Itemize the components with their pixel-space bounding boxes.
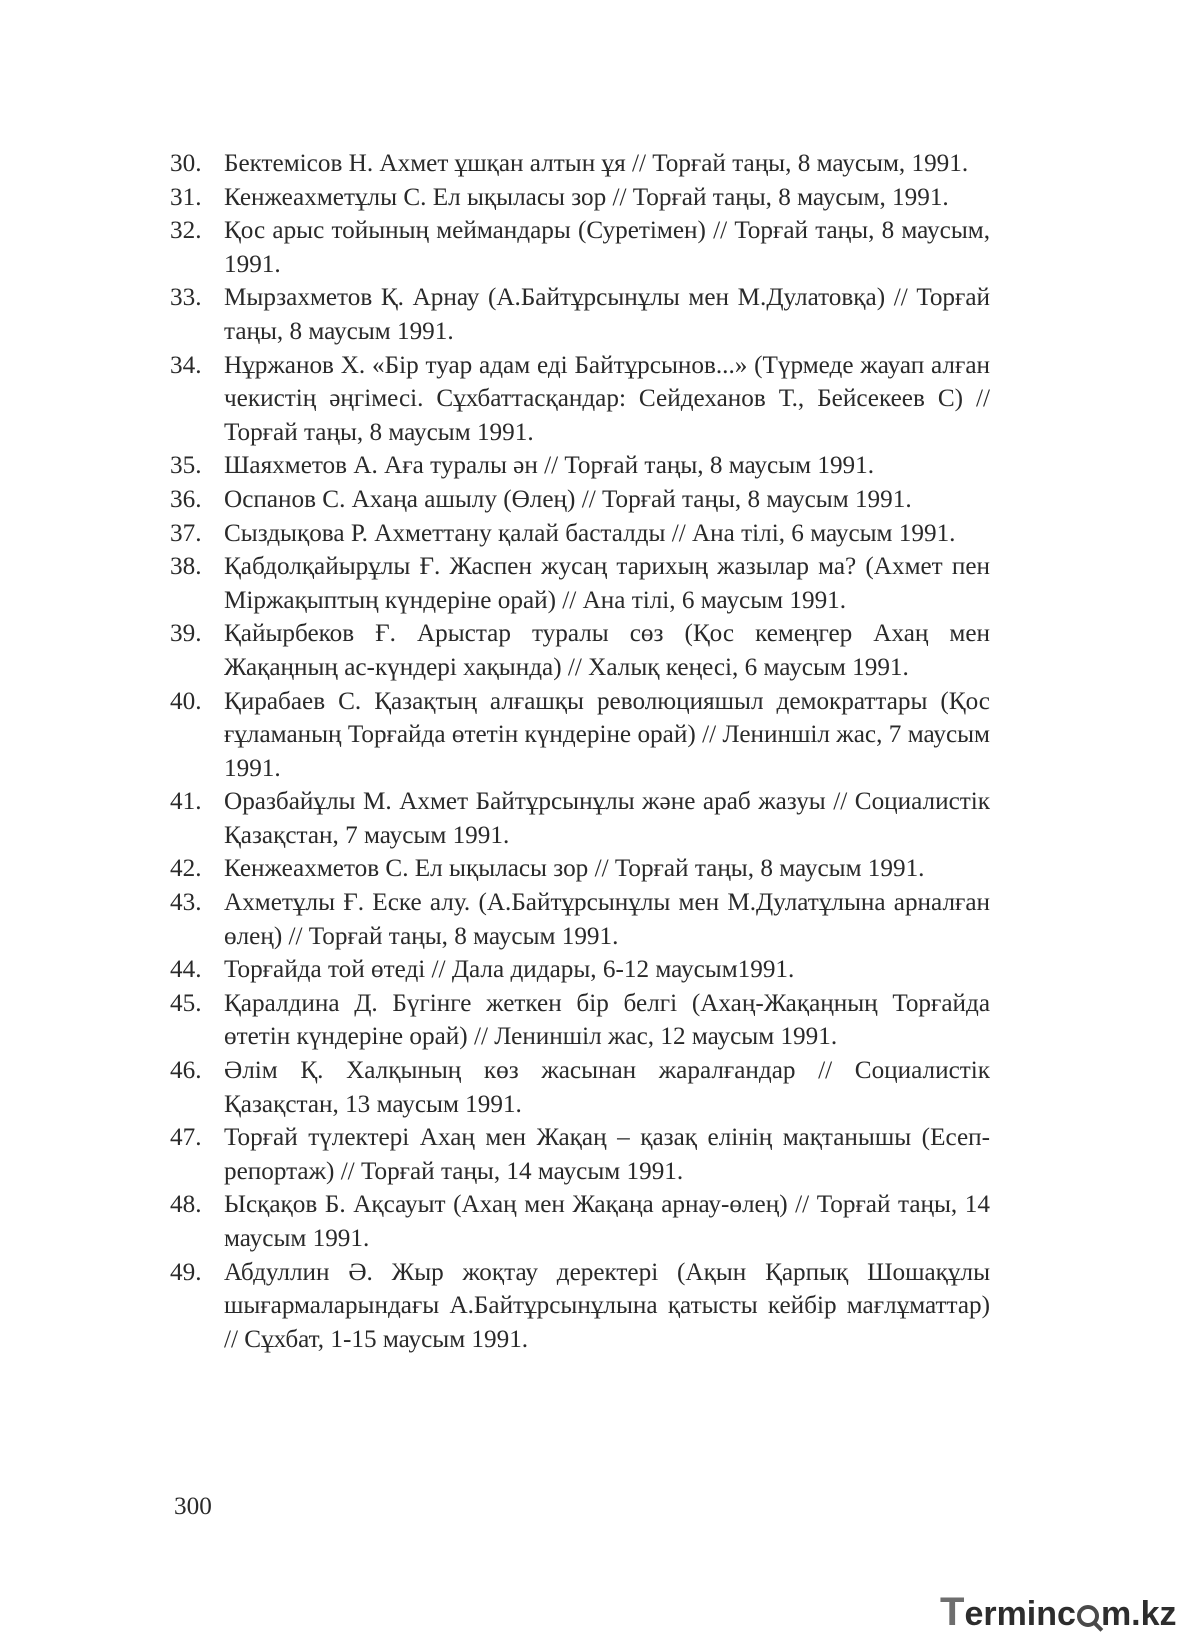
bibliography-entry xyxy=(170,349,990,450)
entry-number: 39. xyxy=(170,620,202,648)
bibliography-entry xyxy=(170,483,990,517)
entry-number: 49. xyxy=(170,1258,202,1286)
bibliography-entry xyxy=(170,550,990,617)
bibliography-entry xyxy=(170,886,990,953)
bibliography-entry xyxy=(170,785,990,852)
entry-text: Кенжеахметұлы С. Ел ықыласы зор // Торғай таңы, 8 маусым, 1991. xyxy=(224,183,949,211)
entry-text: Торғай түлектері Ахаң мен Жақаң – қазақ елінің мақтанышы (Есеп-репортаж) // Торғай таңы, 14 маусым 1991. xyxy=(224,1124,990,1185)
entry-text: Қаралдина Д. Бүгінге жеткен бір белгі (Ахаң-Жақаңның Торғайда өтетін күндеріне орай) // Лениншіл жас, 12 маусым 1991. xyxy=(224,989,990,1051)
bibliography-entry xyxy=(170,953,990,987)
page-number: 300 xyxy=(174,1493,212,1520)
entry-text: Әлім Қ. Халқының көз жасынан жаралғандар // Социалистік Қазақстан, 13 маусым 1991. xyxy=(224,1057,990,1118)
entry-number: 37. xyxy=(170,519,202,547)
bibliography-entry xyxy=(170,449,990,483)
entry-text: Кенжеахметов С. Ел ықыласы зор // Торғай таңы, 8 маусым 1991. xyxy=(224,855,925,883)
bibliography-entry xyxy=(170,617,990,684)
entry-number: 36. xyxy=(170,485,202,513)
entry-number: 46. xyxy=(170,1057,202,1085)
entry-number: 48. xyxy=(170,1191,202,1219)
bibliography-entry xyxy=(170,987,990,1054)
magnifier-icon xyxy=(1077,1605,1099,1627)
entry-text: Сыздықова Р. Ахметтану қалай басталды // Ана тілі, 6 маусым 1991. xyxy=(224,519,956,547)
entry-text: Қирабаев С. Қазақтың алғашқы революцияшыл демократтары (Қос ғұламаның Торғайда өтетін күндеріне орай) // Лениншіл жас, 7 маусым 1991. xyxy=(224,687,990,782)
entry-number: 34. xyxy=(170,351,202,379)
entry-number: 45. xyxy=(170,989,202,1017)
entry-number: 30. xyxy=(170,150,202,177)
entry-number: 47. xyxy=(170,1124,202,1152)
entry-number: 38. xyxy=(170,553,202,581)
entry-number: 31. xyxy=(170,183,202,211)
bibliography-entry xyxy=(170,147,990,181)
entry-text: Бектемісов Н. Ахмет ұшқан алтын ұя // Торғай таңы, 8 маусым, 1991. xyxy=(224,150,969,177)
termincom-logo xyxy=(940,1592,1177,1634)
entry-number: 42. xyxy=(170,855,202,883)
entry-number: 33. xyxy=(170,284,202,312)
logo-text-main: erminc xyxy=(964,1595,1076,1633)
entry-text: Мырзахметов Қ. Арнау (А.Байтұрсынұлы мен М.Дулатовқа) // Торғай таңы, 8 маусым 1991. xyxy=(224,284,990,345)
bibliography-entry xyxy=(170,1054,990,1121)
bibliography-entry xyxy=(170,685,990,786)
entry-text: Нұржанов Х. «Бір туар адам еді Байтұрсынов...» (Түрмеде жауап алған чекистің әңгімесі. Сұхбаттасқандар: Сейдеханов Т., Бейсекеев С) // Торғай таңы, 8 маусым 1991. xyxy=(224,351,990,446)
entry-text: Ахметұлы Ғ. Еске алу. (А.Байтұрсынұлы мен М.Дулатұлына арналған өлең) // Торғай таңы, 8 маусым 1991. xyxy=(224,889,990,950)
bibliography-entry xyxy=(170,1256,990,1357)
bibliography-entry xyxy=(170,517,990,551)
entry-text: Торғайда той өтеді // Дала дидары, 6-12 маусым1991. xyxy=(224,956,795,984)
bibliography-entry xyxy=(170,852,990,886)
logo-t-letter: T xyxy=(940,1590,965,1634)
logo-text-domain: m.kz xyxy=(1100,1595,1177,1633)
entry-text: Оразбайұлы М. Ахмет Байтұрсынұлы және араб жазуы // Социалистік Қазақстан, 7 маусым 1991. xyxy=(224,788,990,849)
entry-number: 41. xyxy=(170,788,202,816)
entry-text: Оспанов С. Ахаңа ашылу (Өлең) // Торғай таңы, 8 маусым 1991. xyxy=(224,485,912,513)
entry-number: 32. xyxy=(170,217,202,245)
entry-number: 40. xyxy=(170,687,202,715)
bibliography-entry xyxy=(170,281,990,348)
bibliography-entry xyxy=(170,1188,990,1255)
entry-text: Қайырбеков Ғ. Арыстар туралы сөз (Қос кемеңгер Ахаң мен Жақаңның ас-күндері хақында) // Халық кеңесі, 6 маусым 1991. xyxy=(224,620,990,681)
entry-text: Шаяхметов А. Аға туралы ән // Торғай таңы, 8 маусым 1991. xyxy=(224,452,875,480)
entry-text: Абдуллин Ә. Жыр жоқтау деректері (Ақын Қарпық Шошақұлы шығармаларындағы А.Байтұрсынұлына қатысты кейбір мағлұматтар) // Сұхбат, 1-15 маусым 1991. xyxy=(224,1258,990,1353)
bibliography-entry xyxy=(170,181,990,215)
entry-text: Қабдолқайырұлы Ғ. Жаспен жусаң тарихың жазылар ма? (Ахмет пен Міржақыптың күндеріне орай) // Ана тілі, 6 маусым 1991. xyxy=(224,553,990,614)
entry-text: Қос арыс тойының меймандары (Суретімен) // Торғай таңы, 8 маусым, 1991. xyxy=(224,217,990,278)
entry-number: 44. xyxy=(170,956,202,984)
entry-text: Ысқақов Б. Ақсауыт (Ахаң мен Жақаңа арнау-өлең) // Торғай таңы, 14 маусым 1991. xyxy=(224,1191,990,1252)
bibliography-list xyxy=(170,147,990,1356)
bibliography-entry xyxy=(170,214,990,281)
entry-number: 43. xyxy=(170,889,202,917)
bibliography-entry xyxy=(170,1121,990,1188)
entry-number: 35. xyxy=(170,452,202,480)
